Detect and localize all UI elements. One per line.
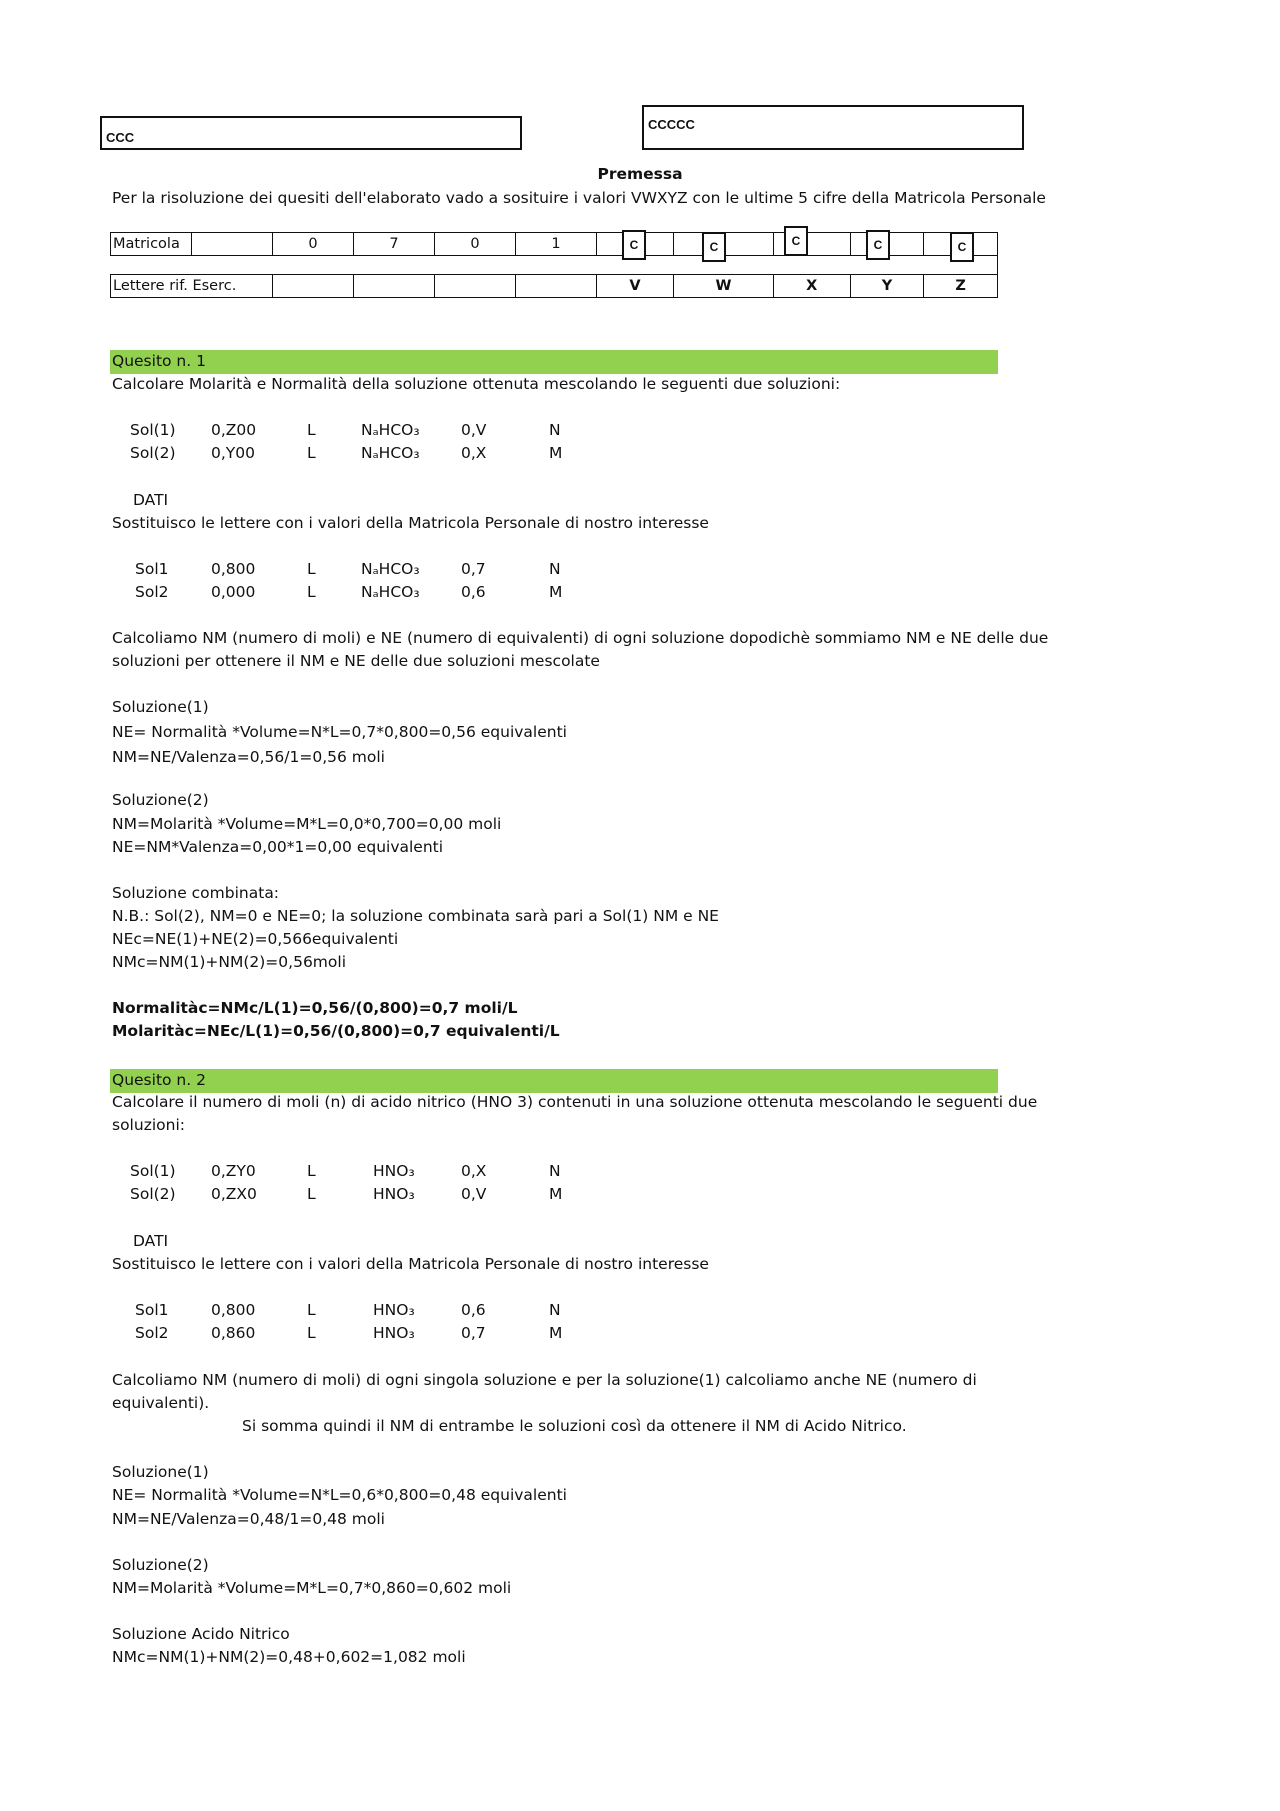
q2-s1-line1: NE= Normalità *Volume=N*L=0,6*0,800=0,48 equivalenti xyxy=(112,1486,567,1504)
sol-volume: 0,800 xyxy=(211,560,256,578)
letters-empty xyxy=(435,275,516,298)
letter-cell: Z xyxy=(924,275,998,298)
q1-sc-line1: N.B.: Sol(2), NM=0 e NE=0; la soluzione combinata sarà pari a Sol(1) NM e NE xyxy=(112,907,719,925)
q1-s2-line2: NE=NM*Valenza=0,00*1=0,00 equivalenti xyxy=(112,838,444,856)
code-box: C xyxy=(702,232,726,262)
sol-type: N xyxy=(549,1162,561,1180)
code-box: C xyxy=(622,230,646,260)
intro-text: Per la risoluzione dei quesiti dell'elaborato vado a sosituire i valori VWXYZ con le ultime 5 cifre della Matricola Personale xyxy=(112,189,1046,207)
sol-volume: 0,Y00 xyxy=(211,444,255,462)
name-box-text: CCC xyxy=(106,130,135,145)
sol-type: M xyxy=(549,1185,563,1203)
sol-compound: NₐHCO₃ xyxy=(361,421,420,439)
sol-conc: 0,6 xyxy=(461,1301,486,1319)
q2-sa-title: Soluzione Acido Nitrico xyxy=(112,1625,290,1643)
sol-unit: L xyxy=(307,583,316,601)
q2-s1-line2: NM=NE/Valenza=0,48/1=0,48 moli xyxy=(112,1510,385,1528)
q1-heading: Quesito n. 1 xyxy=(112,352,206,370)
sol-unit: L xyxy=(307,1162,316,1180)
sol-name: Sol1 xyxy=(135,1301,169,1319)
q2-subst: Sostituisco le lettere con i valori della Matricola Personale di nostro interesse xyxy=(112,1255,709,1273)
code-box: C xyxy=(784,226,808,256)
sol-conc: 0,X xyxy=(461,444,487,462)
sol-volume: 0,860 xyxy=(211,1324,256,1342)
letters-empty xyxy=(354,275,435,298)
q2-data-rows xyxy=(0,1301,1280,1347)
q2-s2-title: Soluzione(2) xyxy=(112,1556,209,1574)
q2-s1-title: Soluzione(1) xyxy=(112,1463,209,1481)
sol-compound: HNO₃ xyxy=(373,1324,415,1342)
q1-sc-title: Soluzione combinata: xyxy=(112,884,280,902)
q1-s1-line1: NE= Normalità *Volume=N*L=0,7*0,800=0,56 equivalenti xyxy=(112,723,567,741)
sol-volume: 0,ZY0 xyxy=(211,1162,256,1180)
matricola-row xyxy=(111,233,998,256)
matricola-digit: 7 xyxy=(354,233,435,256)
sol-compound: HNO₃ xyxy=(373,1185,415,1203)
q1-dati: DATI xyxy=(133,491,169,509)
q2-sa-line1: NMc=NM(1)+NM(2)=0,48+0,602=1,082 moli xyxy=(112,1648,466,1666)
sol-compound: NₐHCO₃ xyxy=(361,583,420,601)
letter-cell: X xyxy=(773,275,850,298)
spacer-row xyxy=(111,256,998,275)
letters-empty xyxy=(273,275,354,298)
matricola-table xyxy=(110,232,998,298)
sol-unit: L xyxy=(307,421,316,439)
sol-conc: 0,7 xyxy=(461,1324,486,1342)
letter-cell: Y xyxy=(850,275,924,298)
letter-cell: V xyxy=(597,275,674,298)
sol-name: Sol(1) xyxy=(130,1162,176,1180)
matricola-digit: 0 xyxy=(435,233,516,256)
q1-subst: Sostituisco le lettere con i valori della Matricola Personale di nostro interesse xyxy=(112,514,709,532)
sol-conc: 0,X xyxy=(461,1162,487,1180)
q2-s2-line1: NM=Molarità *Volume=M*L=0,7*0,860=0,602 moli xyxy=(112,1579,512,1597)
q1-heading-bar xyxy=(110,350,998,374)
letter-cell: W xyxy=(674,275,774,298)
matricola-digit: 1 xyxy=(516,233,597,256)
q1-explain-line2: soluzioni per ottenere il NM e NE delle due soluzioni mescolate xyxy=(112,652,600,670)
letters-empty xyxy=(516,275,597,298)
sol-unit: L xyxy=(307,1185,316,1203)
q2-explain-line2: equivalenti). xyxy=(112,1394,210,1412)
q1-s1-line2: NM=NE/Valenza=0,56/1=0,56 moli xyxy=(112,748,385,766)
sol-compound: NₐHCO₃ xyxy=(361,560,420,578)
sol-type: N xyxy=(549,1301,561,1319)
q1-result-molarity: Molaritàc=NEc/L(1)=0,56/(0,800)=0,7 equivalenti/L xyxy=(112,1022,560,1040)
page-title: Premessa xyxy=(597,165,683,183)
q2-explain-line3: Si somma quindi il NM di entrambe le soluzioni così da ottenere il NM di Acido Nitrico. xyxy=(242,1417,907,1435)
sol-volume: 0,ZX0 xyxy=(211,1185,257,1203)
sol-unit: L xyxy=(307,444,316,462)
matricola-empty xyxy=(192,233,273,256)
name-box xyxy=(100,116,522,150)
sol-type: N xyxy=(549,421,561,439)
q2-explain-line1: Calcoliamo NM (numero di moli) di ogni singola soluzione e per la soluzione(1) calcoliamo anche NE (numero di xyxy=(112,1371,977,1389)
sol-unit: L xyxy=(307,1301,316,1319)
letters-label: Lettere rif. Eserc. xyxy=(111,275,273,298)
q1-row xyxy=(0,421,1280,467)
matricola-digit: 0 xyxy=(273,233,354,256)
code-box: C xyxy=(950,232,974,262)
sol-type: M xyxy=(549,444,563,462)
q1-s2-title: Soluzione(2) xyxy=(112,791,209,809)
sol-name: Sol2 xyxy=(135,1324,169,1342)
q1-s1-title: Soluzione(1) xyxy=(112,698,209,716)
q2-heading-bar xyxy=(110,1069,998,1093)
q2-prompt-line1: Calcolare il numero di moli (n) di acido nitrico (HNO 3) contenuti in una soluzione ottenuta mescolando le seguenti due xyxy=(112,1093,1038,1111)
sol-conc: 0,V xyxy=(461,421,487,439)
sol-conc: 0,7 xyxy=(461,560,486,578)
q1-s2-line1: NM=Molarità *Volume=M*L=0,0*0,700=0,00 moli xyxy=(112,815,502,833)
sol-name: Sol(2) xyxy=(130,1185,176,1203)
q2-row xyxy=(0,1162,1280,1208)
q2-dati: DATI xyxy=(133,1232,169,1250)
sol-volume: 0,Z00 xyxy=(211,421,257,439)
id-box xyxy=(642,105,1024,150)
sol-compound: HNO₃ xyxy=(373,1162,415,1180)
q2-heading: Quesito n. 2 xyxy=(112,1071,206,1089)
sol-name: Sol(1) xyxy=(130,421,176,439)
sol-unit: L xyxy=(307,1324,316,1342)
sol-type: N xyxy=(549,560,561,578)
spacer-cell xyxy=(111,256,998,275)
sol-unit: L xyxy=(307,560,316,578)
sol-compound: HNO₃ xyxy=(373,1301,415,1319)
sol-volume: 0,000 xyxy=(211,583,256,601)
q1-prompt: Calcolare Molarità e Normalità della soluzione ottenuta mescolando le seguenti due soluzioni: xyxy=(112,375,841,393)
matricola-label: Matricola xyxy=(111,233,192,256)
sol-name: Sol1 xyxy=(135,560,169,578)
sol-compound: NₐHCO₃ xyxy=(361,444,420,462)
code-box: C xyxy=(866,230,890,260)
q2-prompt-line2: soluzioni: xyxy=(112,1116,185,1134)
sol-conc: 0,V xyxy=(461,1185,487,1203)
q1-data-rows xyxy=(0,560,1280,606)
sol-name: Sol2 xyxy=(135,583,169,601)
id-box-text: CCCCC xyxy=(648,117,695,132)
sol-volume: 0,800 xyxy=(211,1301,256,1319)
sol-type: M xyxy=(549,1324,563,1342)
q1-result-normality: Normalitàc=NMc/L(1)=0,56/(0,800)=0,7 moli/L xyxy=(112,999,518,1017)
q1-sc-line3: NMc=NM(1)+NM(2)=0,56moli xyxy=(112,953,347,971)
letters-row xyxy=(111,275,998,298)
q1-explain-line1: Calcoliamo NM (numero di moli) e NE (numero di equivalenti) di ogni soluzione dopodichè sommiamo NM e NE delle due xyxy=(112,629,1049,647)
sol-name: Sol(2) xyxy=(130,444,176,462)
q1-sc-line2: NEc=NE(1)+NE(2)=0,566equivalenti xyxy=(112,930,399,948)
sol-type: M xyxy=(549,583,563,601)
sol-conc: 0,6 xyxy=(461,583,486,601)
